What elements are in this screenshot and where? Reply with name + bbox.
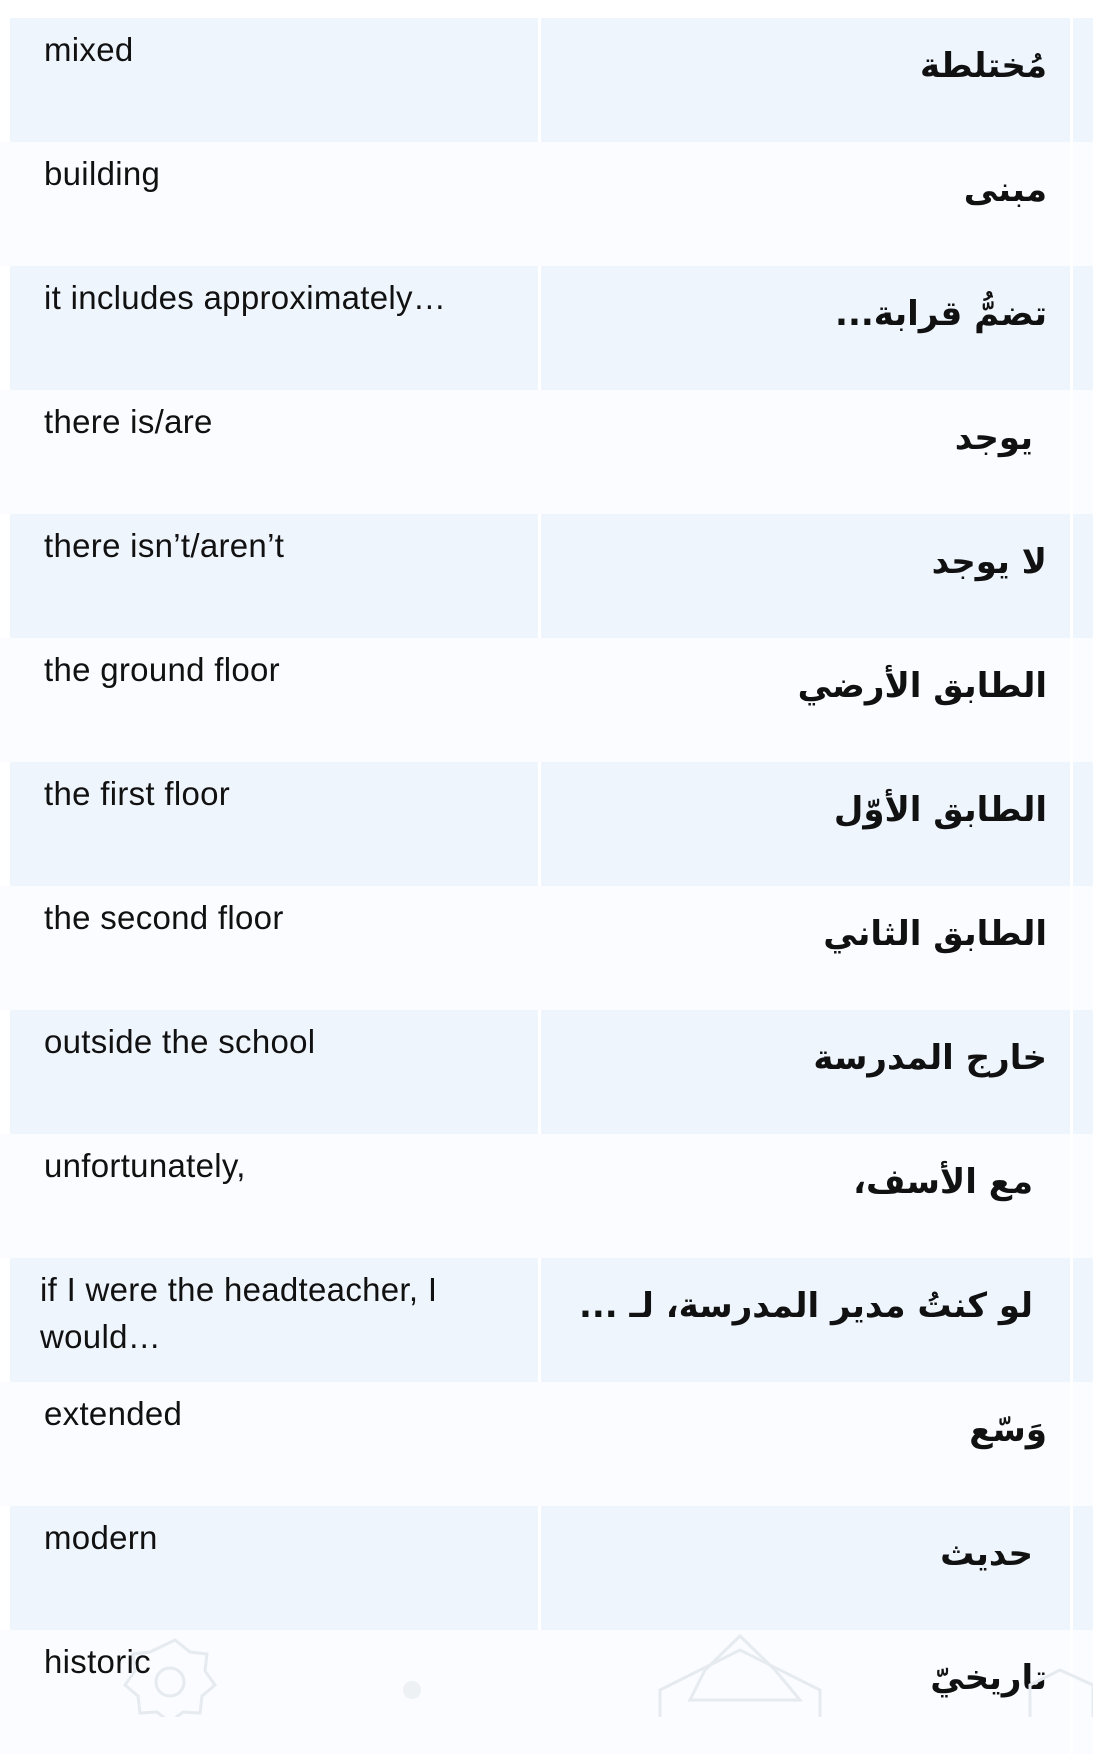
arabic-term: الطابق الأوّل <box>833 790 1047 830</box>
table-row <box>0 18 1093 142</box>
english-cell <box>0 514 538 638</box>
english-term: historic <box>44 1643 151 1680</box>
arabic-term: تضمُّ قرابة... <box>835 294 1047 334</box>
arabic-cell <box>541 886 1067 1010</box>
arabic-cell <box>541 1382 1067 1506</box>
english-term: outside the school <box>44 1023 316 1060</box>
table-row <box>0 514 1093 638</box>
english-cell <box>0 390 538 514</box>
arabic-term: حديث <box>940 1534 1033 1574</box>
vocabulary-table <box>0 18 1093 1754</box>
arabic-cell <box>541 1258 1067 1382</box>
table-row <box>0 1630 1093 1754</box>
arabic-term: يوجد <box>954 418 1033 458</box>
arabic-cell <box>541 142 1067 266</box>
table-row <box>0 390 1093 514</box>
table-row <box>0 638 1093 762</box>
arabic-cell <box>541 514 1067 638</box>
english-cell <box>0 266 538 390</box>
english-cell <box>0 1630 538 1754</box>
english-term: extended <box>44 1395 183 1432</box>
english-term: it includes approximately… <box>44 279 447 316</box>
arabic-term: تاريخيّ <box>930 1658 1047 1698</box>
arabic-term: الطابق الأرضي <box>797 666 1047 706</box>
arabic-cell <box>541 1630 1067 1754</box>
arabic-term: مبنى <box>963 170 1047 210</box>
english-cell <box>0 1010 538 1134</box>
arabic-term: الطابق الثاني <box>823 914 1047 954</box>
arabic-term: لا يوجد <box>931 542 1047 582</box>
arabic-cell <box>541 1134 1067 1258</box>
english-term: the second floor <box>44 899 284 936</box>
table-row <box>0 1258 1093 1382</box>
arabic-cell <box>541 390 1067 514</box>
table-row <box>0 1506 1093 1630</box>
english-cell <box>0 1506 538 1630</box>
table-row <box>0 142 1093 266</box>
arabic-cell <box>541 1010 1067 1134</box>
arabic-cell <box>541 18 1067 142</box>
english-term: there isn’t/aren’t <box>44 527 285 564</box>
table-row <box>0 762 1093 886</box>
table-row <box>0 1010 1093 1134</box>
english-term: the first floor <box>44 775 231 812</box>
english-term: modern <box>44 1519 158 1556</box>
arabic-cell <box>541 638 1067 762</box>
table-row <box>0 886 1093 1010</box>
arabic-cell <box>541 1506 1067 1630</box>
english-term: unfortunately, <box>44 1147 246 1184</box>
english-cell <box>0 886 538 1010</box>
arabic-term: خارج المدرسة <box>813 1038 1047 1078</box>
arabic-cell <box>541 762 1067 886</box>
arabic-term: مُختلطة <box>919 46 1047 86</box>
table-row <box>0 1382 1093 1506</box>
arabic-term: وَسّع <box>969 1410 1047 1450</box>
arabic-cell <box>541 266 1067 390</box>
english-term: there is/are <box>44 403 213 440</box>
english-cell <box>0 1258 538 1382</box>
english-term: building <box>44 155 161 192</box>
english-cell <box>0 638 538 762</box>
english-cell <box>0 1134 538 1258</box>
english-term: if I were the headteacher, I would… <box>40 1271 438 1355</box>
arabic-term: لو كنتُ مدير المدرسة، لـ ... <box>578 1286 1033 1326</box>
table-row <box>0 266 1093 390</box>
english-cell <box>0 762 538 886</box>
table-row <box>0 1134 1093 1258</box>
english-cell <box>0 18 538 142</box>
english-term: mixed <box>44 31 134 68</box>
arabic-term: مع الأسف، <box>853 1162 1033 1202</box>
english-term: the ground floor <box>44 651 280 688</box>
english-cell <box>0 1382 538 1506</box>
english-cell <box>0 142 538 266</box>
